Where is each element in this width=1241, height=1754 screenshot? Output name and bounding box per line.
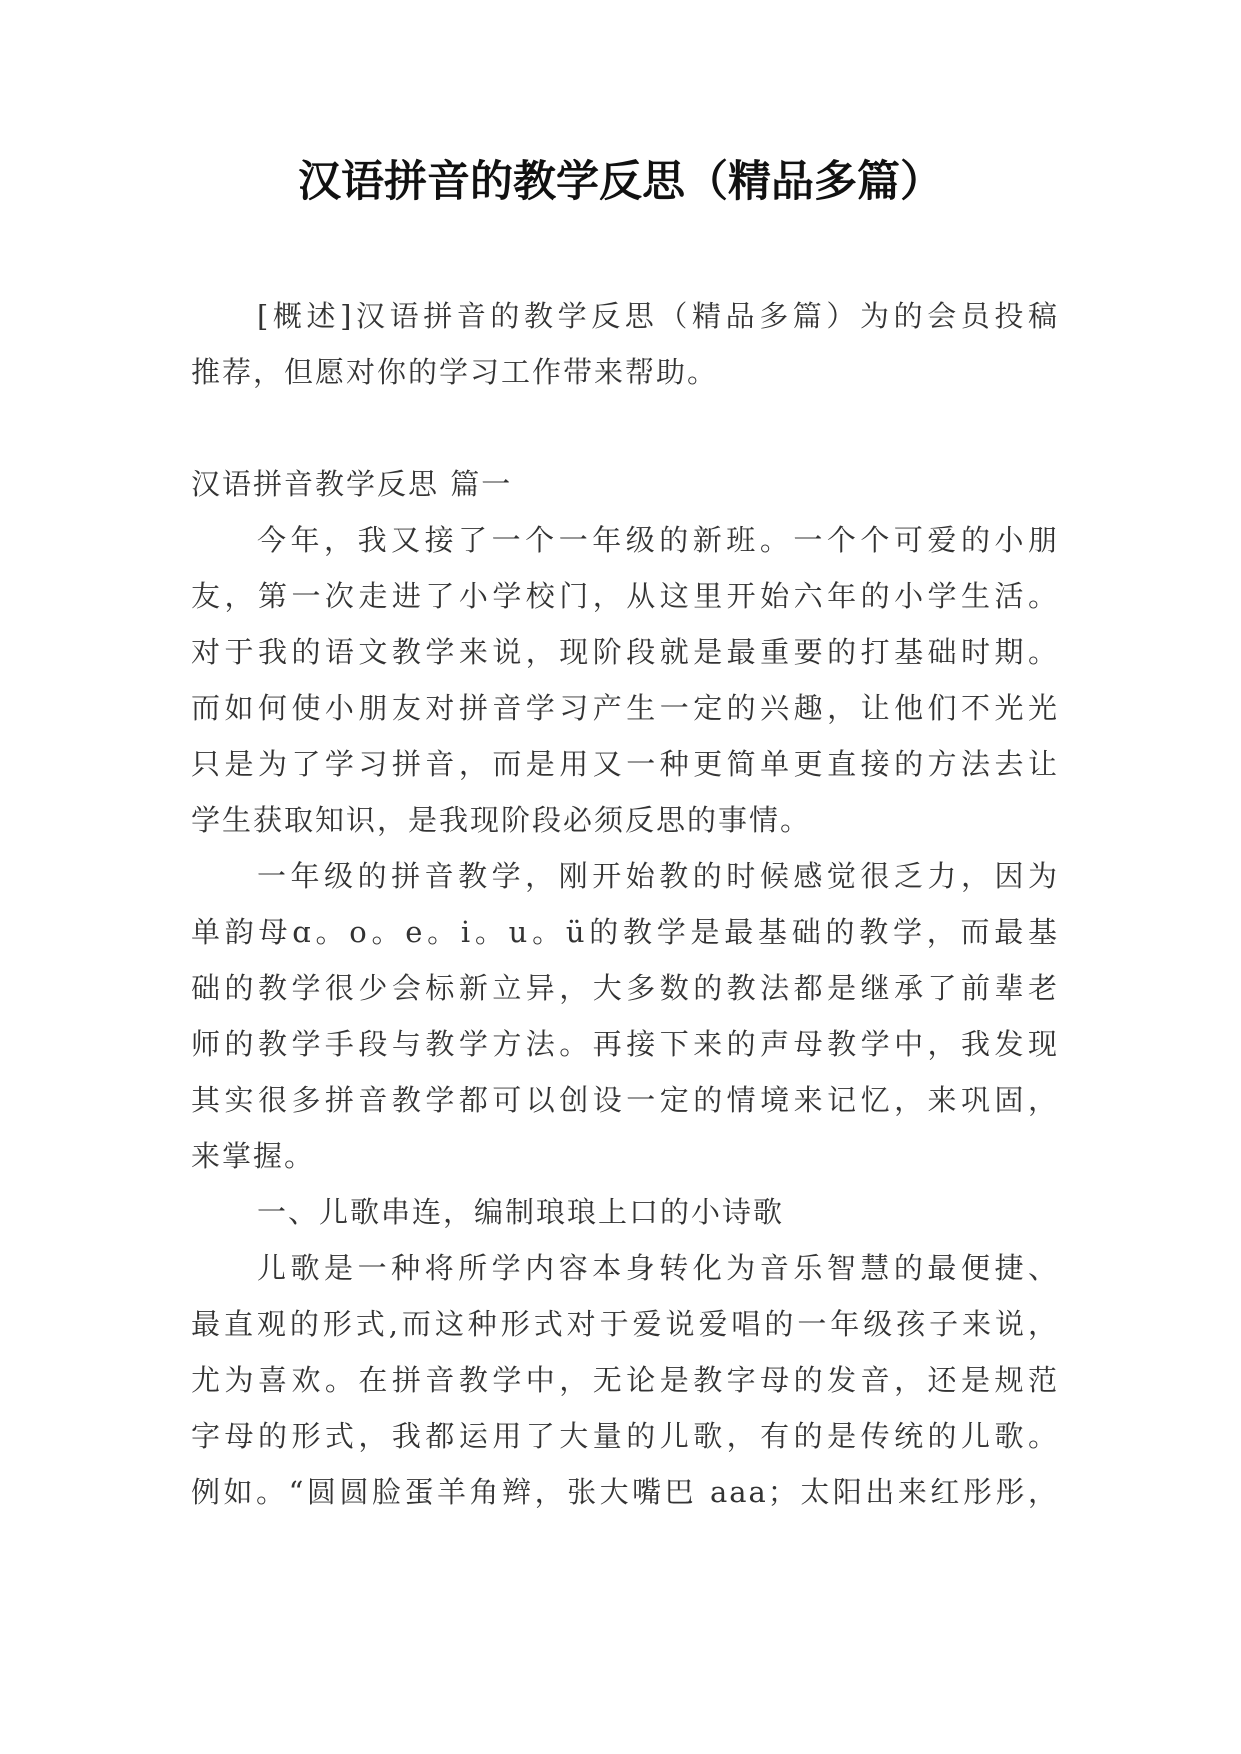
paragraph-line: 其实很多拼音教学都可以创设一定的情境来记忆，来巩固， [191,1083,1059,1117]
paragraph-line: 对于我的语文教学来说，现阶段就是最重要的打基础时期。 [191,635,1059,669]
paragraph-line: 一年级的拼音教学，刚开始教的时候感觉很乏力，因为 [257,859,1059,893]
section-heading-block [191,456,1059,512]
paragraph-line: 例如。“圆圆脸蛋羊角辫，张大嘴巴 aaa；太阳出来红彤彤， [191,1475,1059,1509]
paragraph-line: 最直观的形式,而这种形式对于爱说爱唱的一年级孩子来说， [191,1307,1059,1341]
paragraph-line: 来掌握。 [191,1139,316,1173]
paragraph-line: 而如何使小朋友对拼音学习产生一定的兴趣，让他们不光光 [191,691,1059,725]
paragraph-line: 师的教学手段与教学方法。再接下来的声母教学中，我发现 [191,1027,1059,1061]
paragraph-line: 尤为喜欢。在拼音教学中，无论是教字母的发音，还是规范 [191,1363,1059,1397]
paragraph-line: 只是为了学习拼音，而是用又一种更简单更直接的方法去让 [191,747,1059,781]
summary-paragraph [191,288,1059,400]
paragraph-line: 友，第一次走进了小学校门，从这里开始六年的小学生活。 [191,579,1059,613]
paragraph-line: 础的教学很少会标新立异，大多数的教法都是继承了前辈老 [191,971,1059,1005]
paragraph-line: 今年，我又接了一个一年级的新班。一个个可爱的小朋 [257,523,1059,557]
summary-line: 推荐，但愿对你的学习工作带来帮助。 [191,355,719,389]
document-title: 汉语拼音的教学反思（精品多篇） [298,157,943,207]
paragraph-line: 字母的形式，我都运用了大量的儿歌，有的是传统的儿歌。 [191,1419,1059,1453]
subheading-line: 一、儿歌串连，编制琅琅上口的小诗歌 [257,1195,785,1229]
paragraph-line: 学生获取知识，是我现阶段必须反思的事情。 [191,803,812,837]
article-body [191,512,1059,1520]
section-heading: 汉语拼音教学反思 篇一 [191,467,513,501]
paragraph-line: 儿歌是一种将所学内容本身转化为音乐智慧的最便捷、 [257,1251,1059,1285]
summary-line: [概述]汉语拼音的教学反思（精品多篇）为的会员投稿 [257,299,1059,333]
paragraph-line: 单韵母ɑ。o。e。i。u。ü的教学是最基础的教学，而最基 [191,915,1059,949]
